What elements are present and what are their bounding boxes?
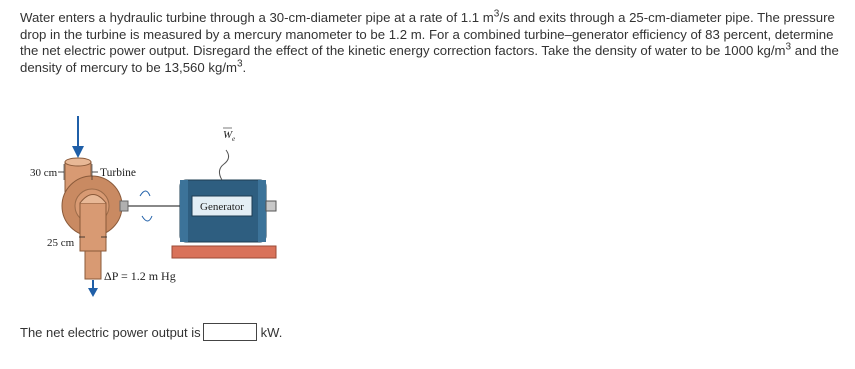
- superscript-cubed: 3: [236, 58, 243, 70]
- superscript-cubed: 3: [785, 41, 792, 53]
- shaft-coupling: [120, 201, 128, 211]
- rotation-arrow-icon: [142, 216, 152, 221]
- generator-fins-left: [180, 180, 188, 242]
- outlet-elbow: [80, 203, 106, 251]
- outlet-diameter-label: 25 cm: [47, 237, 75, 249]
- answer-unit: kW.: [260, 324, 283, 340]
- generator-label: Generator: [200, 201, 244, 213]
- power-output-wire: [219, 150, 228, 180]
- inlet-diameter-label: 30 cm: [30, 167, 58, 179]
- problem-text-3: and the density of mercury to be 13,560 kg/m: [20, 43, 839, 75]
- generator-base: [172, 246, 276, 258]
- answer-row: [20, 323, 282, 341]
- inlet-arrowhead-icon: [72, 146, 84, 158]
- generator-shaft-end: [266, 201, 276, 211]
- problem-statement: [20, 10, 840, 76]
- turbine-generator-figure: [20, 108, 310, 298]
- inlet-pipe-opening: [65, 158, 91, 166]
- turbine-label: Turbine: [100, 167, 136, 179]
- problem-text-1: Water enters a hydraulic turbine through a 30-cm-diameter pipe at a rate of 1.1 m: [20, 10, 494, 25]
- rotation-arrow-icon: [140, 191, 150, 196]
- generator-fins-right: [258, 180, 266, 242]
- answer-input[interactable]: [203, 323, 257, 341]
- turbine-diagram: [20, 108, 310, 298]
- power-symbol-label: W: [223, 129, 233, 141]
- problem-text-4: .: [242, 59, 247, 75]
- pressure-drop-label: ΔP = 1.2 m Hg: [104, 269, 176, 283]
- power-symbol-subscript: e: [232, 135, 236, 143]
- outlet-arrowhead-icon: [88, 288, 98, 297]
- superscript-cubed: 3: [493, 8, 500, 20]
- problem-text-2: /s and exits through a 25-cm-diameter pipe. The pressure drop in the turbine is measured by a mercury manometer to be 1.2 m. For a combined turbine–generator efficiency of 83 percent, determine the net electric power output. Disregard the effect of the kinetic energy correction factors. Take the density of water to be 1000 kg/m: [20, 10, 835, 58]
- outlet-pipe: [85, 251, 101, 279]
- answer-prompt: The net electric power output is: [20, 324, 201, 340]
